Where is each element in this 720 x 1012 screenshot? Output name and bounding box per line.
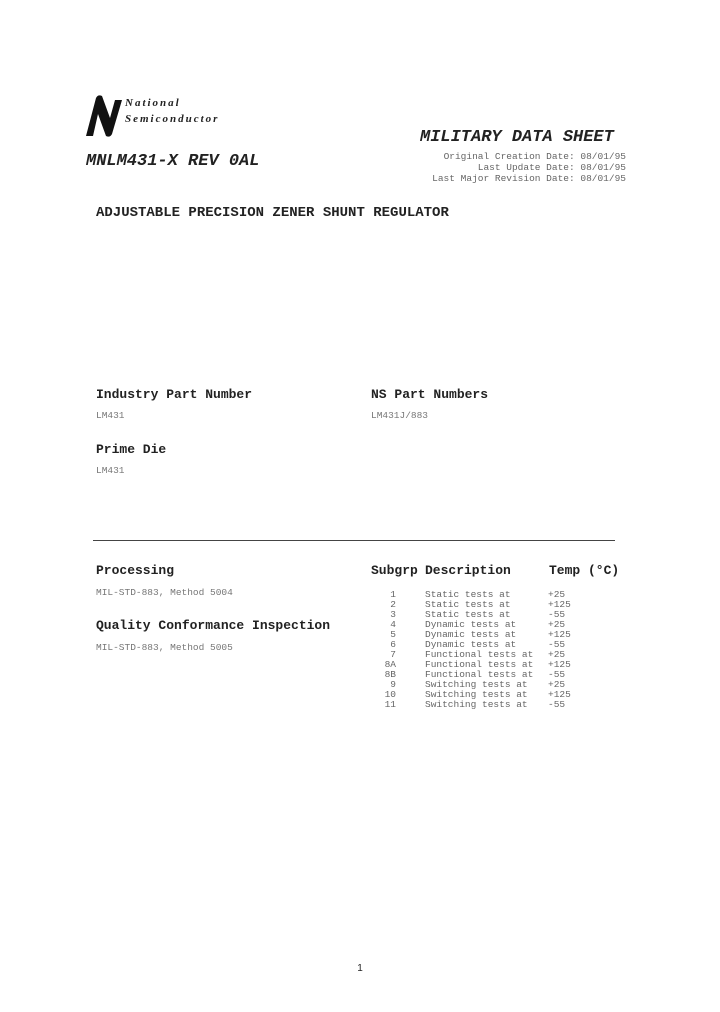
page-number: 1 <box>357 963 363 974</box>
sheet-type-title: MILITARY DATA SHEET <box>420 128 614 147</box>
industry-part-number-value: LM431 <box>96 410 125 421</box>
last-update-date: Last Update Date: 08/01/95 <box>477 162 626 173</box>
temp-column-header: Temp (°C) <box>549 563 620 578</box>
processing-value: MIL-STD-883, Method 5004 <box>96 587 233 598</box>
temp-cell: -55 <box>548 609 566 620</box>
quality-conformance-value: MIL-STD-883, Method 5005 <box>96 642 233 653</box>
last-major-revision-date: Last Major Revision Date: 08/01/95 <box>432 173 626 184</box>
subgrp-cell: 2 <box>390 599 396 610</box>
subgrp-cell: 8B <box>384 669 396 680</box>
description-cell: Dynamic tests at <box>425 639 517 650</box>
section-divider <box>93 540 615 541</box>
description-cell: Functional tests at <box>425 659 534 670</box>
description-cell: Dynamic tests at <box>425 619 517 630</box>
subgrp-cell: 9 <box>390 679 396 690</box>
subgrp-cell: 10 <box>384 689 396 700</box>
subgrp-cell: 6 <box>390 639 396 650</box>
national-semiconductor-logo-icon <box>82 92 126 140</box>
logo-line-semiconductor: Semiconductor <box>125 113 220 125</box>
part-revision-title: MNLM431-X REV 0AL <box>86 152 260 171</box>
description-cell: Static tests at <box>425 589 511 600</box>
subgrp-cell: 1 <box>390 589 396 600</box>
temp-cell: +125 <box>548 689 571 700</box>
prime-die-value: LM431 <box>96 465 125 476</box>
temp-cell: +125 <box>548 659 571 670</box>
ns-part-numbers-heading: NS Part Numbers <box>371 387 489 402</box>
processing-heading: Processing <box>96 563 175 578</box>
temp-cell: +125 <box>548 599 571 610</box>
temp-cell: +25 <box>548 589 566 600</box>
subgrp-cell: 5 <box>390 629 396 640</box>
subgrp-cell: 4 <box>390 619 396 630</box>
quality-conformance-heading: Quality Conformance Inspection <box>96 618 331 633</box>
description-cell: Switching tests at <box>425 699 528 710</box>
description-cell: Switching tests at <box>425 679 528 690</box>
temp-cell: +25 <box>548 679 566 690</box>
prime-die-heading: Prime Die <box>96 442 167 457</box>
industry-part-number-heading: Industry Part Number <box>96 387 253 402</box>
temp-cell: +25 <box>548 649 566 660</box>
description-cell: Functional tests at <box>425 649 534 660</box>
description-cell: Static tests at <box>425 609 511 620</box>
logo-line-national: National <box>125 97 181 109</box>
subgrp-cell: 3 <box>390 609 396 620</box>
temp-cell: +125 <box>548 629 571 640</box>
temp-cell: -55 <box>548 669 566 680</box>
subgrp-cell: 7 <box>390 649 396 660</box>
temp-cell: -55 <box>548 639 566 650</box>
description-cell: Static tests at <box>425 599 511 610</box>
original-creation-date: Original Creation Date: 08/01/95 <box>443 151 626 162</box>
temp-cell: +25 <box>548 619 566 630</box>
ns-part-numbers-value: LM431J/883 <box>371 410 429 421</box>
document-title: ADJUSTABLE PRECISION ZENER SHUNT REGULATOR <box>96 205 449 221</box>
subgrp-column-header: Subgrp <box>371 563 418 578</box>
temp-cell: -55 <box>548 699 566 710</box>
description-column-header: Description <box>425 563 511 578</box>
subgrp-cell: 11 <box>384 699 396 710</box>
subgrp-cell: 8A <box>384 659 396 670</box>
description-cell: Functional tests at <box>425 669 534 680</box>
description-cell: Dynamic tests at <box>425 629 517 640</box>
description-cell: Switching tests at <box>425 689 528 700</box>
